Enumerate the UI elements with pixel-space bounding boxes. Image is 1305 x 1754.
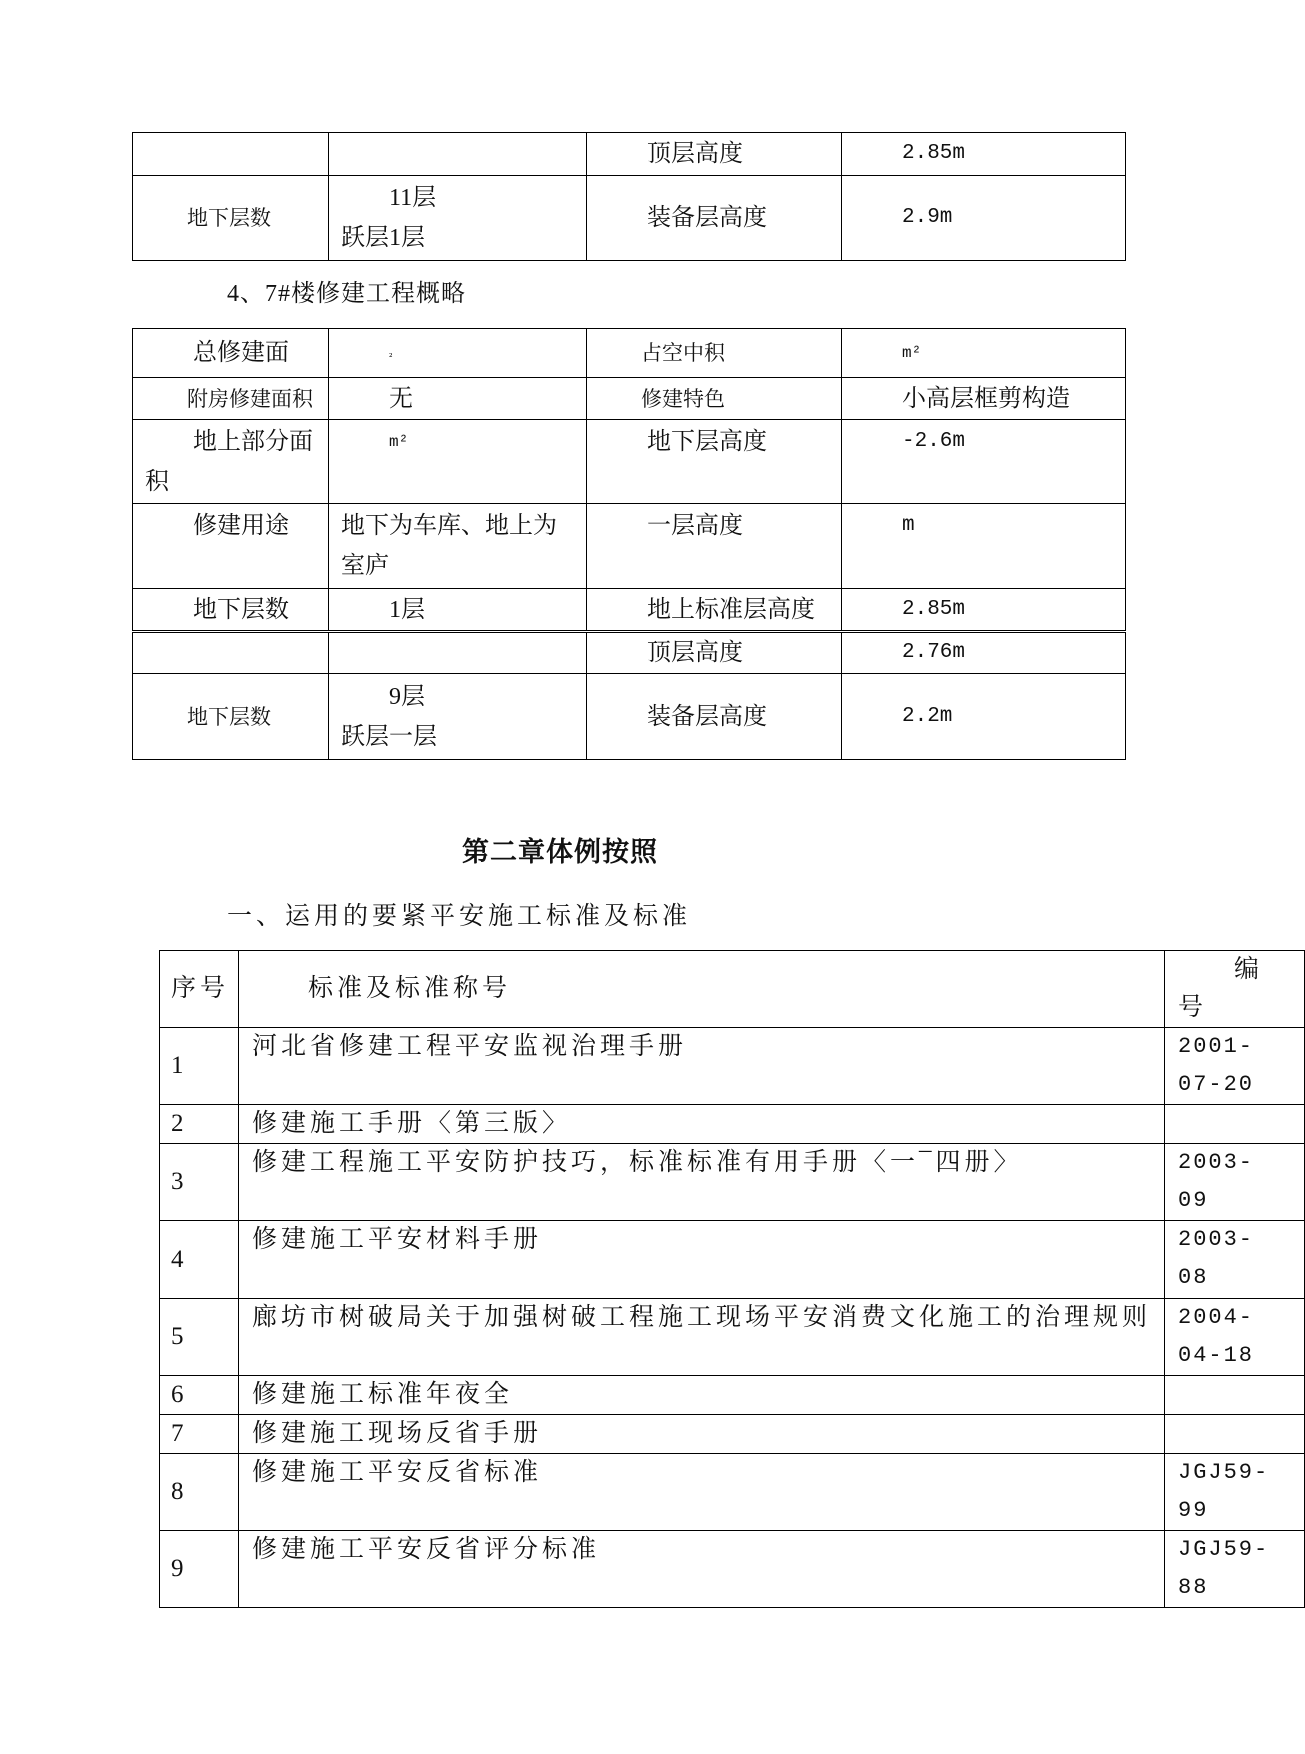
table-row xyxy=(133,674,1126,760)
cell-label: 装备层高度 xyxy=(587,176,842,261)
standard-code: 2003- 09 xyxy=(1165,1144,1305,1221)
standard-code: JGJ59- 99 xyxy=(1165,1454,1305,1531)
cell-value: ² xyxy=(329,329,587,378)
standard-name: 修建工程施工平安防护技巧，标准标准有用手册〈一¯四册〉 xyxy=(239,1144,1165,1221)
standard-name: 修建施工现场反省手册 xyxy=(239,1415,1165,1454)
table-row xyxy=(160,1299,1305,1376)
table-row xyxy=(160,1028,1305,1105)
standard-name: 修建施工标准年夜全 xyxy=(239,1376,1165,1415)
cell-value: m² xyxy=(842,329,1126,378)
table-row xyxy=(160,1105,1305,1144)
building-specs-table-continued xyxy=(132,132,1126,261)
cell-label: 装备层高度 xyxy=(587,674,842,760)
cell-label xyxy=(133,632,329,674)
row-number: 5 xyxy=(160,1299,239,1376)
standard-code: 2003- 08 xyxy=(1165,1221,1305,1299)
row-number: 6 xyxy=(160,1376,239,1415)
cell-value: m² xyxy=(329,420,587,504)
table-row xyxy=(160,1454,1305,1531)
table-header-row xyxy=(160,951,1305,1028)
header-number: 序号 xyxy=(160,951,239,1028)
cell-value: 1层 xyxy=(329,589,587,632)
cell-value: 2.9m xyxy=(842,176,1126,261)
cell-label: 地下层数 xyxy=(133,589,329,632)
cell-value xyxy=(329,632,587,674)
table-row xyxy=(133,378,1126,420)
standard-code xyxy=(1165,1105,1305,1144)
table-row xyxy=(160,1221,1305,1299)
row-number: 1 xyxy=(160,1028,239,1105)
row-number: 2 xyxy=(160,1105,239,1144)
cell-label: 顶层高度 xyxy=(587,632,842,674)
table-row xyxy=(133,504,1126,589)
row-number: 4 xyxy=(160,1221,239,1299)
table-row xyxy=(133,589,1126,632)
standards-table xyxy=(159,950,1305,1608)
cell-label: 地下层数 xyxy=(133,674,329,760)
cell-value: 9层 跃层一层 xyxy=(329,674,587,760)
cell-value: -2.6m xyxy=(842,420,1126,504)
table-row xyxy=(133,133,1126,176)
header-code-text: 编号 xyxy=(1178,956,1264,1021)
cell-label: 修建用途 xyxy=(133,504,329,589)
standard-name: 修建施工手册〈第三版〉 xyxy=(239,1105,1165,1144)
standard-code xyxy=(1165,1415,1305,1454)
table-row xyxy=(160,1144,1305,1221)
cell-value: 2.76m xyxy=(842,632,1126,674)
cell-value: 2.2m xyxy=(842,674,1126,760)
row-number: 7 xyxy=(160,1415,239,1454)
cell-label: 一层高度 xyxy=(587,504,842,589)
header-code xyxy=(1165,951,1305,1028)
cell-label: 总修建面 xyxy=(133,329,329,378)
standard-name: 修建施工平安材料手册 xyxy=(239,1221,1165,1299)
standard-code xyxy=(1165,1376,1305,1415)
standard-code: 2004- 04-18 xyxy=(1165,1299,1305,1376)
table-row xyxy=(133,329,1126,378)
cell-label xyxy=(133,133,329,176)
cell-label: 顶层高度 xyxy=(587,133,842,176)
table-row xyxy=(160,1415,1305,1454)
cell-value: 无 xyxy=(329,378,587,420)
row-number: 8 xyxy=(160,1454,239,1531)
standard-name: 修建施工平安反省评分标准 xyxy=(239,1531,1165,1608)
section-heading: 一、运用的要紧平安施工标准及标准 xyxy=(227,903,692,930)
cell-value xyxy=(329,133,587,176)
standard-code: JGJ59- 88 xyxy=(1165,1531,1305,1608)
row-number: 3 xyxy=(160,1144,239,1221)
cell-label: 地上标准层高度 xyxy=(587,589,842,632)
cell-label: 地上部分面积 xyxy=(133,420,329,504)
table-row xyxy=(133,176,1126,261)
cell-label: 地下层高度 xyxy=(587,420,842,504)
cell-label: 地下层数 xyxy=(133,176,329,261)
cell-value: 小高层框剪构造 xyxy=(842,378,1126,420)
section-title: 4、7#楼修建工程概略 xyxy=(227,281,466,307)
standard-name: 河北省修建工程平安监视治理手册 xyxy=(239,1028,1165,1105)
cell-value: 2.85m xyxy=(842,589,1126,632)
row-number: 9 xyxy=(160,1531,239,1608)
table-row xyxy=(133,632,1126,674)
building-7-specs-table xyxy=(132,328,1126,760)
table-row xyxy=(160,1376,1305,1415)
cell-label: 修建特色 xyxy=(587,378,842,420)
standard-code: 2001- 07-20 xyxy=(1165,1028,1305,1105)
cell-value: 2.85m xyxy=(842,133,1126,176)
standard-name: 修建施工平安反省标准 xyxy=(239,1454,1165,1531)
table-row xyxy=(160,1531,1305,1608)
chapter-title: 第二章体例按照 xyxy=(462,837,658,867)
cell-label: 附房修建面积 xyxy=(133,378,329,420)
cell-value: 地下为车库、地上为室庐 xyxy=(329,504,587,589)
table-row xyxy=(133,420,1126,504)
cell-value: m xyxy=(842,504,1126,589)
standard-name: 廊坊市树破局关于加强树破工程施工现场平安消费文化施工的治理规则 xyxy=(239,1299,1165,1376)
cell-label: 占空中积 xyxy=(587,329,842,378)
cell-value: 11层 跃层1层 xyxy=(329,176,587,261)
header-standard-name: 标准及标准称号 xyxy=(239,951,1165,1028)
